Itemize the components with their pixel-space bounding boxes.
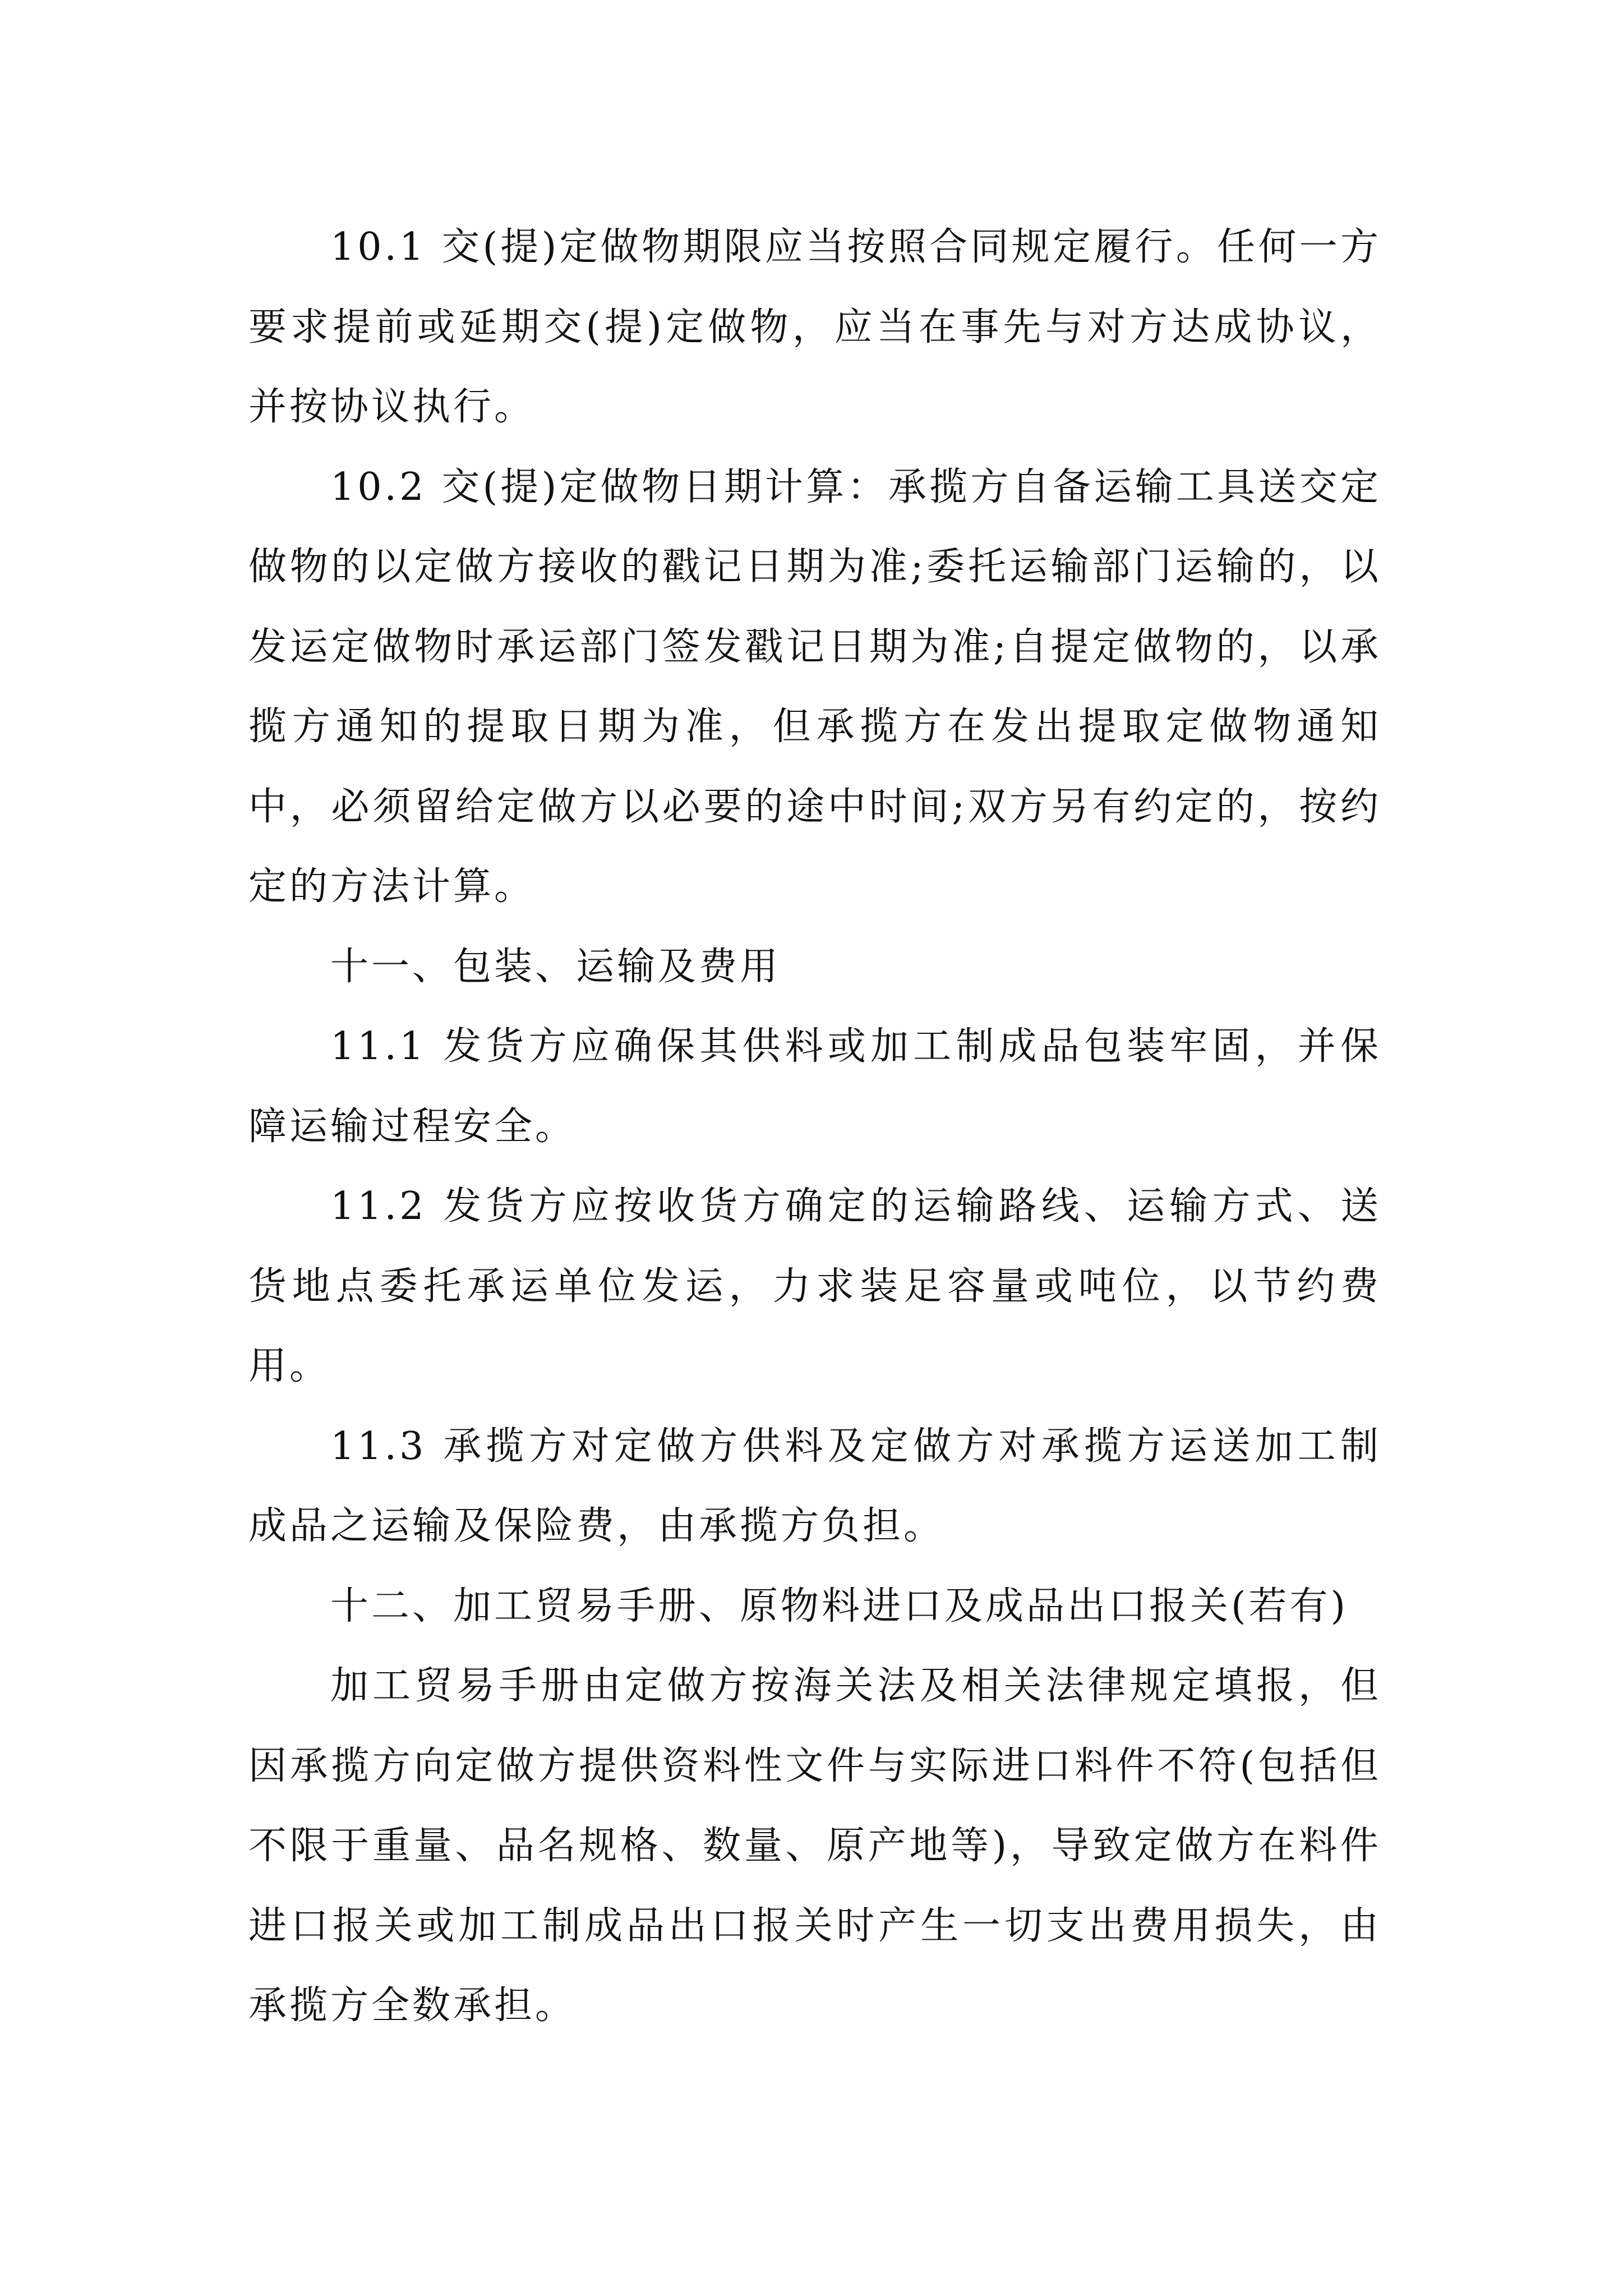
paragraph-11-1: 11.1 发货方应确保其供料或加工制成品包装牢固，并保障运输过程安全。 [248,1024,1381,1149]
paragraph-11-2: 11.2 发货方应按收货方确定的运输路线、运输方式、送货地点委托承运单位发运，力求装足容量或吨位，以节约费用。 [248,1184,1381,1388]
paragraph-11-3: 11.3 承揽方对定做方供料及定做方对承揽方运送加工制成品之运输及保险费，由承揽方负担。 [248,1424,1381,1548]
paragraph-10-2: 10.2 交(提)定做物日期计算：承揽方自备运输工具送交定做物的以定做方接收的戳记日期为准;委托运输部门运输的，以发运定做物时承运部门签发戳记日期为准;自提定做物的，以承揽方通知的提取日期为准，但承揽方在发出提取定做物通知中，必须留给定做方以必要的途中时间;双方另有约定的，按约定的方法计算。 [248,464,1381,909]
paragraph-12-body: 加工贸易手册由定做方按海关法及相关法律规定填报，但因承揽方向定做方提供资料性文件与实际进口料件不符(包括但不限于重量、品名规格、数量、原产地等)，导致定做方在料件进口报关或加工制成品出口报关时产生一切支出费用损失，由承揽方全数承担。 [248,1664,1382,2028]
section-heading-11: 十一、包装、运输及费用 [330,944,781,989]
document-body [248,208,1381,2046]
section-heading-12: 十二、加工贸易手册、原物料进口及成品出口报关(若有) [330,1584,1349,1628]
paragraph-10-1: 10.1 交(提)定做物期限应当按照合同规定履行。任何一方要求提前或延期交(提)定做物，应当在事先与对方达成协议，并按协议执行。 [248,225,1381,429]
